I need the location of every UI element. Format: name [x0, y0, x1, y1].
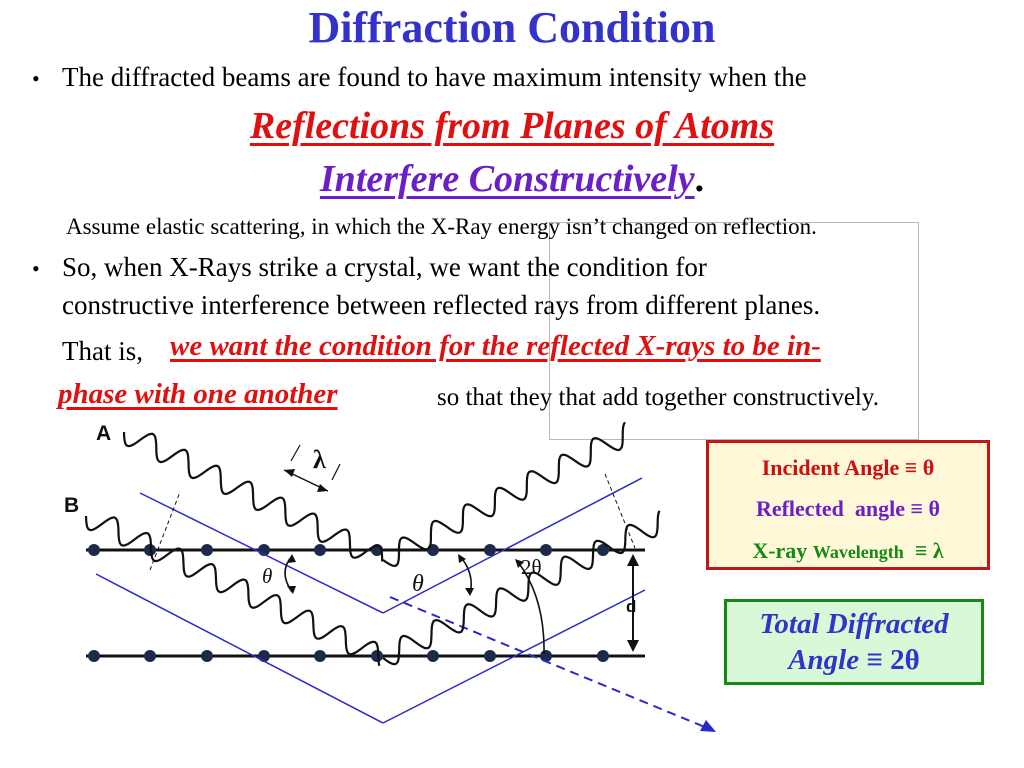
assumption-note: Assume elastic scattering, in which the X-Ray energy isn’t changed on reflection. [66, 214, 817, 239]
atom-top-3 [201, 544, 213, 556]
bullet-2-red-emphasis-1: we want the condition for the reflected X-rays to be in- [170, 330, 821, 362]
wavelength-row [709, 538, 987, 564]
angle-definitions-box [706, 440, 990, 570]
label-b: B [64, 494, 80, 517]
bullet-2-line-2: constructive interference between reflected rays from different planes. [62, 290, 821, 320]
d-arrow-top [627, 554, 639, 566]
slide-title: Diffraction Condition [308, 3, 716, 52]
reflected-angle-value: ≡ θ [910, 496, 941, 521]
atom-bottom-9 [540, 650, 552, 662]
lambda-arrow-right [317, 484, 328, 492]
emphasis-period: . [694, 158, 705, 200]
atom-bottom-4 [258, 650, 270, 662]
bullet-2-line-3-prefix: That is, [62, 336, 143, 366]
incident-angle-value: ≡ θ [904, 455, 935, 480]
total-box-angle-value: ≡ 2θ [866, 644, 920, 676]
wavefront-left [150, 492, 180, 570]
wavelength-label-a: X-ray [752, 538, 808, 563]
label-a: A [96, 422, 112, 445]
lambda-arrow-left [284, 469, 295, 477]
undeviated-beam-dashed [390, 597, 712, 730]
atom-top-7 [427, 544, 439, 556]
atom-top-5 [314, 544, 326, 556]
label-d: d [626, 597, 637, 616]
total-box-line-1: Total Diffracted [759, 608, 949, 640]
emphasis-line-2-text: Interfere Constructively [319, 158, 695, 200]
reflected-angle-row [709, 496, 987, 522]
label-two-theta: 2θ [521, 555, 542, 579]
lambda-tick-left [291, 445, 300, 461]
bullet-2-line-4-suffix: so that they that add together constructively. [437, 384, 880, 411]
wave-a-incident [124, 432, 382, 562]
reflected-angle-label: Reflected angle [755, 496, 906, 521]
bullet-1-dot: • [32, 66, 40, 91]
label-lambda: λ [313, 445, 326, 474]
incident-angle-row [709, 455, 987, 481]
incident-ray-b [96, 574, 383, 723]
label-theta-mid: θ [412, 571, 424, 597]
emphasis-line-1-text: Reflections from Planes of Atoms [249, 105, 775, 147]
wave-a-reflected [383, 422, 625, 566]
total-box-line-2 [727, 642, 981, 678]
bullet-1-text: The diffracted beams are found to have maximum intensity when the [62, 62, 807, 92]
atom-bottom-10 [597, 650, 609, 662]
atom-bottom-7 [427, 650, 439, 662]
bullet-2-line-1: So, when X-Rays strike a crystal, we want the condition for [62, 252, 707, 282]
atom-bottom-5 [314, 650, 326, 662]
atom-bottom-2 [144, 650, 156, 662]
theta-left-arrow-bottom [287, 586, 296, 594]
ray-guides [96, 478, 712, 730]
label-theta-left: θ [262, 564, 273, 588]
theta-left-arrow-top [287, 554, 296, 563]
atom-top-1 [88, 544, 100, 556]
bullet-2-dot: • [32, 256, 40, 281]
wavefront-right [605, 474, 635, 548]
wavelength-value: ≡ λ [914, 538, 944, 563]
lambda-tick-right [332, 464, 340, 480]
wavelength-label-b: Wavelength [812, 542, 904, 562]
total-box-angle-label: Angle [788, 644, 860, 676]
atom-bottom-1 [88, 650, 100, 662]
incident-ray-a [140, 493, 383, 613]
atom-bottom-3 [201, 650, 213, 662]
bullet-2-red-emphasis-2: phase with one another [58, 378, 338, 410]
incident-angle-label: Incident Angle [761, 455, 900, 480]
total-diffracted-angle-box [724, 599, 984, 685]
atom-bottom-8 [484, 650, 496, 662]
atom-top-9 [540, 544, 552, 556]
wave-b-reflected [383, 511, 659, 665]
d-arrow-bottom [627, 640, 639, 652]
theta-mid-arrow-bottom [465, 588, 474, 596]
